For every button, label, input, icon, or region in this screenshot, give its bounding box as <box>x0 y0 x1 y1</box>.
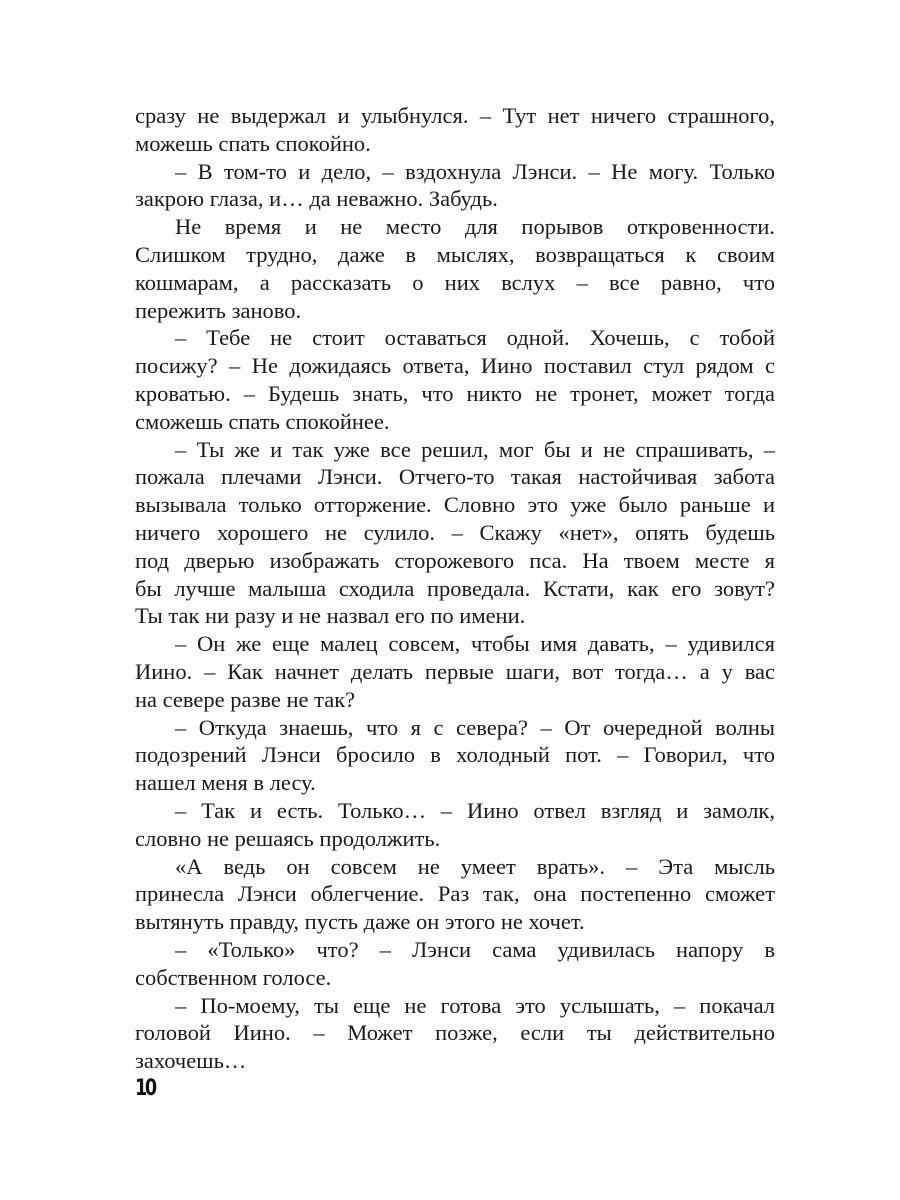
text-line: ничего хорошего не сулило. – Скажу «нет», опять будешь <box>135 519 775 545</box>
text-line: головой Иино. – Может позже, если ты действительно <box>135 1020 775 1046</box>
text-line: Ты так ни разу и не назвал его по имени. <box>135 603 526 629</box>
paragraph <box>135 992 775 1075</box>
book-page-text <box>135 102 775 1075</box>
paragraph <box>135 102 775 158</box>
paragraph <box>135 936 775 992</box>
text-line: бы лучше малыша сходила проведала. Кстати, как его зовут? <box>135 575 775 601</box>
text-line: вытянуть правду, пусть даже он этого не хочет. <box>135 909 585 935</box>
text-line: – Ты же и так уже все решил, мог бы и не спрашивать, – <box>175 436 775 462</box>
text-line: кошмарам, а рассказать о них вслух – все равно, что <box>135 269 775 295</box>
text-line: под дверью изображать сторожевого пса. На твоем месте я <box>135 547 775 573</box>
paragraph <box>135 797 775 853</box>
paragraph <box>135 213 775 324</box>
text-line: подозрений Лэнси бросило в холодный пот. – Говорил, что <box>135 742 775 768</box>
text-line: – В том-то и дело, – вздохнула Лэнси. – Не могу. Только <box>175 158 775 184</box>
paragraph <box>135 853 775 936</box>
text-line: закрою глаза, и… да неважно. Забудь. <box>135 186 498 212</box>
text-line: кроватью. – Будешь знать, что никто не тронет, может тогда <box>135 380 775 406</box>
paragraph <box>135 436 775 631</box>
paragraph <box>135 630 775 713</box>
paragraph <box>135 158 775 214</box>
text-line: – Тебе не стоит оставаться одной. Хочешь, с тобой <box>175 325 775 351</box>
text-line: посижу? – Не дожидаясь ответа, Иино поставил стул рядом с <box>135 353 775 379</box>
text-line: Иино. – Как начнет делать первые шаги, вот тогда… а у вас <box>135 658 775 684</box>
text-line: на севере разве не так? <box>135 686 356 712</box>
text-line: можешь спать спокойно. <box>135 130 371 156</box>
text-line: сразу не выдержал и улыбнулся. – Тут нет ничего страшного, <box>135 103 775 128</box>
text-line: нашел меня в лесу. <box>135 770 316 796</box>
text-line: захочешь… <box>135 1048 247 1074</box>
page-number: 10 <box>135 1076 155 1101</box>
text-line: – Откуда знаешь, что я с севера? – От очередной волны <box>175 714 775 740</box>
text-line: Не время и не место для порывов откровенности. <box>175 214 775 240</box>
text-line: собственном голосе. <box>135 964 332 990</box>
text-line: «А ведь он совсем не умеет врать». – Эта мысль <box>175 853 775 879</box>
text-line: принесла Лэнси облегчение. Раз так, она постепенно сможет <box>135 881 775 907</box>
text-line: – По-моему, ты еще не готова это услышать, – покачал <box>175 992 775 1018</box>
paragraph <box>135 324 775 435</box>
text-line: вызывала только отторжение. Словно это уже было раньше и <box>135 492 775 518</box>
text-line: сможешь спать спокойнее. <box>135 408 390 434</box>
text-line: Слишком трудно, даже в мыслях, возвращаться к своим <box>135 241 775 267</box>
text-line: пережить заново. <box>135 297 302 323</box>
paragraph <box>135 714 775 797</box>
text-line: – Так и есть. Только… – Иино отвел взгляд и замолк, <box>175 797 775 823</box>
text-line: – «Только» что? – Лэнси сама удивилась напору в <box>175 936 775 962</box>
text-line: – Он же еще малец совсем, чтобы имя давать, – удивился <box>175 631 775 657</box>
text-line: словно не решаясь продолжить. <box>135 825 441 851</box>
text-line: пожала плечами Лэнси. Отчего-то такая настойчивая забота <box>135 464 775 490</box>
